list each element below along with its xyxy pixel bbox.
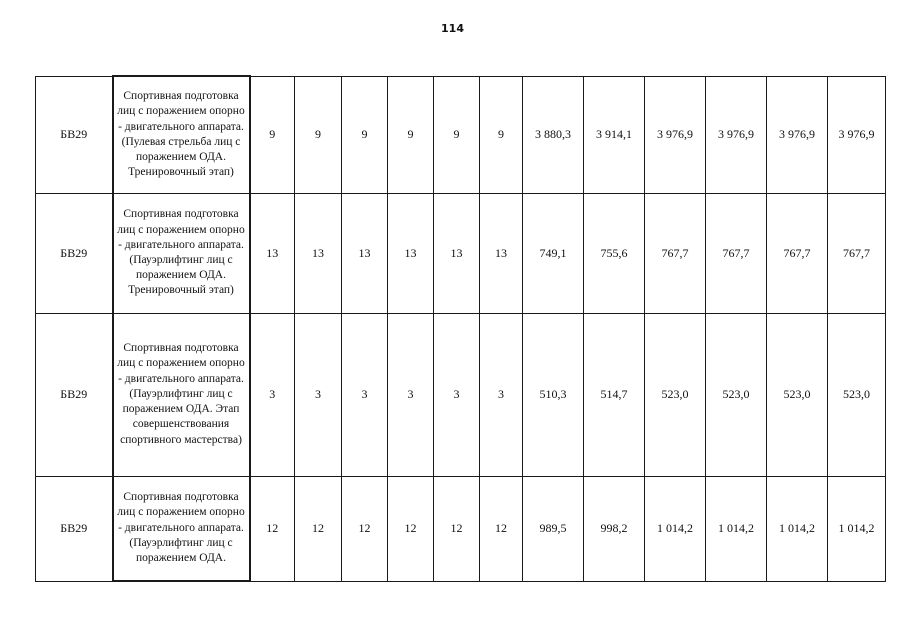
page-number: 114 [441, 22, 464, 35]
cell-value: 1 014,2 [645, 476, 706, 581]
table-row [36, 476, 886, 581]
row-code: БВ29 [36, 193, 113, 313]
row-code: БВ29 [36, 476, 113, 581]
cell-value: 523,0 [767, 313, 828, 476]
table-row [36, 313, 886, 476]
cell-value: 523,0 [828, 313, 886, 476]
cell-value: 510,3 [523, 313, 584, 476]
table-row [36, 193, 886, 313]
cell-value: 9 [434, 76, 480, 193]
row-code: БВ29 [36, 313, 113, 476]
cell-value: 3 976,9 [645, 76, 706, 193]
cell-value: 767,7 [706, 193, 767, 313]
row-description: Спортивная подготовка лиц с поражением опорно - двигательного аппарата. (Пауэрлифтинг лиц с поражением ОДА. Этап совершенствования спортивного мастерства) [113, 313, 250, 476]
cell-value: 749,1 [523, 193, 584, 313]
cell-value: 3 [434, 313, 480, 476]
row-description: Спортивная подготовка лиц с поражением опорно - двигательного аппарата. (Пулевая стрельба лиц с поражением ОДА. Тренировочный этап) [113, 76, 250, 193]
cell-value: 12 [434, 476, 480, 581]
data-table [35, 75, 886, 582]
cell-value: 989,5 [523, 476, 584, 581]
row-description: Спортивная подготовка лиц с поражением опорно - двигательного аппарата. (Пауэрлифтинг лиц с поражением ОДА. [113, 476, 250, 581]
cell-value: 3 976,9 [767, 76, 828, 193]
cell-value: 13 [295, 193, 342, 313]
cell-value: 13 [434, 193, 480, 313]
cell-value: 12 [480, 476, 523, 581]
cell-value: 9 [388, 76, 434, 193]
cell-value: 1 014,2 [706, 476, 767, 581]
row-description: Спортивная подготовка лиц с поражением опорно - двигательного аппарата. (Пауэрлифтинг лиц с поражением ОДА. Тренировочный этап) [113, 193, 250, 313]
cell-value: 998,2 [584, 476, 645, 581]
cell-value: 9 [250, 76, 295, 193]
cell-value: 3 [480, 313, 523, 476]
cell-value: 1 014,2 [828, 476, 886, 581]
cell-value: 523,0 [706, 313, 767, 476]
cell-value: 12 [295, 476, 342, 581]
cell-value: 523,0 [645, 313, 706, 476]
cell-value: 1 014,2 [767, 476, 828, 581]
cell-value: 13 [250, 193, 295, 313]
cell-value: 13 [342, 193, 388, 313]
cell-value: 9 [480, 76, 523, 193]
row-code: БВ29 [36, 76, 113, 193]
cell-value: 767,7 [828, 193, 886, 313]
cell-value: 3 976,9 [828, 76, 886, 193]
cell-value: 13 [388, 193, 434, 313]
cell-value: 12 [342, 476, 388, 581]
cell-value: 3 [388, 313, 434, 476]
table-row [36, 76, 886, 193]
cell-value: 3 [250, 313, 295, 476]
cell-value: 9 [342, 76, 388, 193]
cell-value: 3 976,9 [706, 76, 767, 193]
cell-value: 755,6 [584, 193, 645, 313]
cell-value: 3 [295, 313, 342, 476]
cell-value: 3 914,1 [584, 76, 645, 193]
cell-value: 3 880,3 [523, 76, 584, 193]
cell-value: 12 [250, 476, 295, 581]
cell-value: 12 [388, 476, 434, 581]
cell-value: 767,7 [645, 193, 706, 313]
cell-value: 514,7 [584, 313, 645, 476]
cell-value: 3 [342, 313, 388, 476]
cell-value: 9 [295, 76, 342, 193]
cell-value: 767,7 [767, 193, 828, 313]
cell-value: 13 [480, 193, 523, 313]
